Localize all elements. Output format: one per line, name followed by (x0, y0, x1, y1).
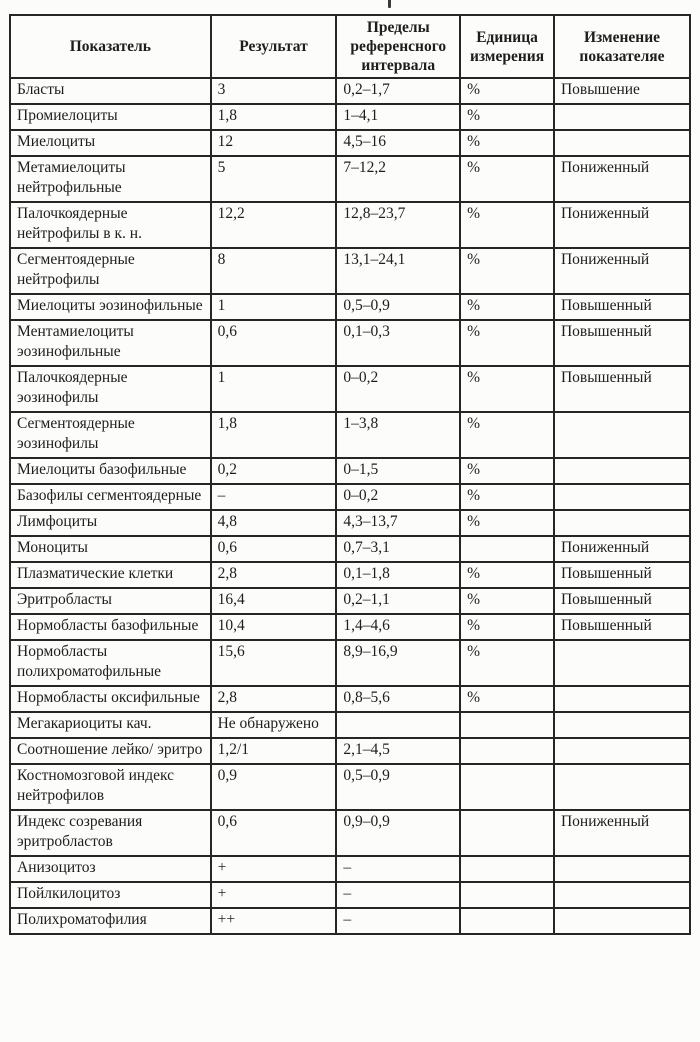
cell-indicator: Ментамиелоциты эозинофильные (10, 320, 211, 366)
cell-result: 0,6 (211, 536, 337, 562)
cell-indicator: Палочкоядерные эозинофилы (10, 366, 211, 412)
table-row (10, 712, 690, 738)
cell-result: 2,8 (211, 686, 337, 712)
cell-result: 4,8 (211, 510, 337, 536)
cell-reference: 0,7–3,1 (336, 536, 460, 562)
table-header (10, 15, 690, 78)
cell-result: 0,2 (211, 458, 337, 484)
cell-indicator: Нормобласты полихроматофильные (10, 640, 211, 686)
table-row (10, 686, 690, 712)
table-row (10, 156, 690, 202)
cell-result: 12 (211, 130, 337, 156)
cell-result: 0,6 (211, 810, 337, 856)
cell-indicator: Метамиелоциты нейтрофильные (10, 156, 211, 202)
cell-unit (460, 882, 554, 908)
table-row (10, 614, 690, 640)
cell-reference: 1–3,8 (336, 412, 460, 458)
cell-result: 1,2/1 (211, 738, 337, 764)
cell-indicator: Индекс созревания эритробластов (10, 810, 211, 856)
cell-change (554, 686, 690, 712)
table-row (10, 764, 690, 810)
cell-reference: 1,4–4,6 (336, 614, 460, 640)
cell-result: 1 (211, 366, 337, 412)
cell-unit (460, 908, 554, 934)
column-header-indicator: Показатель (10, 15, 211, 78)
cell-change (554, 130, 690, 156)
cell-result: 1,8 (211, 104, 337, 130)
table-row (10, 562, 690, 588)
table-row (10, 248, 690, 294)
cell-change (554, 484, 690, 510)
cell-reference: 7–12,2 (336, 156, 460, 202)
table-row (10, 588, 690, 614)
cell-indicator: Палочкоядерные нейтрофилы в к. н. (10, 202, 211, 248)
cell-indicator: Бласты (10, 78, 211, 104)
column-header-change: Изменение показателяе (554, 15, 690, 78)
cell-change (554, 738, 690, 764)
cell-unit: % (460, 484, 554, 510)
table-row (10, 294, 690, 320)
cell-indicator: Соотношение лейко/ эритро (10, 738, 211, 764)
cell-result: 16,4 (211, 588, 337, 614)
cell-change (554, 510, 690, 536)
cell-result: 12,2 (211, 202, 337, 248)
column-header-reference: Пределы референсного интервала (336, 15, 460, 78)
cell-reference: 0,5–0,9 (336, 764, 460, 810)
cell-unit (460, 738, 554, 764)
header-row (10, 15, 690, 78)
table-row (10, 366, 690, 412)
cell-result: ++ (211, 908, 337, 934)
cell-unit: % (460, 562, 554, 588)
table-row (10, 908, 690, 934)
cell-change: Повышенный (554, 320, 690, 366)
cell-reference: 0,2–1,7 (336, 78, 460, 104)
cell-change: Повышенный (554, 294, 690, 320)
cell-unit: % (460, 588, 554, 614)
cell-unit (460, 712, 554, 738)
cell-change: Повышенный (554, 562, 690, 588)
cell-indicator: Костномозговой индекс нейтрофилов (10, 764, 211, 810)
cell-unit (460, 810, 554, 856)
table-row (10, 738, 690, 764)
cell-change: Пониженный (554, 156, 690, 202)
cell-unit: % (460, 78, 554, 104)
cell-result: + (211, 882, 337, 908)
cell-result: 5 (211, 156, 337, 202)
cell-indicator: Эритробласты (10, 588, 211, 614)
cell-unit: % (460, 686, 554, 712)
cell-change (554, 908, 690, 934)
cell-indicator: Мегакариоциты кач. (10, 712, 211, 738)
cell-unit: % (460, 104, 554, 130)
cell-indicator: Миелоциты эозинофильные (10, 294, 211, 320)
cell-unit: % (460, 366, 554, 412)
cell-change: Пониженный (554, 202, 690, 248)
cell-change (554, 882, 690, 908)
cell-result: Не обнаружено (211, 712, 337, 738)
table-row (10, 412, 690, 458)
cell-reference: 0,5–0,9 (336, 294, 460, 320)
cell-reference: – (336, 856, 460, 882)
cell-reference: 4,3–13,7 (336, 510, 460, 536)
cell-reference: 4,5–16 (336, 130, 460, 156)
cell-indicator: Нормобласты оксифильные (10, 686, 211, 712)
cell-unit: % (460, 614, 554, 640)
table-row (10, 130, 690, 156)
cell-reference: 13,1–24,1 (336, 248, 460, 294)
cell-result: 0,9 (211, 764, 337, 810)
cell-indicator: Миелоциты базофильные (10, 458, 211, 484)
cell-reference: 0,1–0,3 (336, 320, 460, 366)
cell-reference (336, 712, 460, 738)
table-row (10, 640, 690, 686)
cell-change: Повышенный (554, 366, 690, 412)
cell-unit: % (460, 458, 554, 484)
cell-reference: 0,1–1,8 (336, 562, 460, 588)
cell-change (554, 458, 690, 484)
table-row (10, 856, 690, 882)
cell-unit (460, 536, 554, 562)
table-row (10, 510, 690, 536)
cell-result: + (211, 856, 337, 882)
lab-results-table-wrap (9, 14, 691, 935)
cell-reference: 0,9–0,9 (336, 810, 460, 856)
cropped-text-fragment (388, 0, 391, 8)
cell-unit: % (460, 202, 554, 248)
cell-unit: % (460, 510, 554, 536)
cell-result: 1,8 (211, 412, 337, 458)
cell-reference: – (336, 882, 460, 908)
cell-reference: 0,2–1,1 (336, 588, 460, 614)
cell-unit: % (460, 156, 554, 202)
cell-unit: % (460, 640, 554, 686)
cell-reference: 8,9–16,9 (336, 640, 460, 686)
table-row (10, 484, 690, 510)
cell-unit: % (460, 294, 554, 320)
cell-indicator: Базофилы сегментоядерные (10, 484, 211, 510)
cell-result: – (211, 484, 337, 510)
cell-change (554, 712, 690, 738)
cell-reference: 12,8–23,7 (336, 202, 460, 248)
table-row (10, 320, 690, 366)
cell-change: Пониженный (554, 536, 690, 562)
cell-reference: – (336, 908, 460, 934)
cell-indicator: Пойлкилоцитоз (10, 882, 211, 908)
cell-change: Повышенный (554, 614, 690, 640)
cell-change (554, 764, 690, 810)
cell-change (554, 856, 690, 882)
cell-indicator: Миелоциты (10, 130, 211, 156)
table-row (10, 536, 690, 562)
cell-result: 0,6 (211, 320, 337, 366)
cell-unit: % (460, 130, 554, 156)
cell-reference: 0–0,2 (336, 366, 460, 412)
cell-reference: 0–0,2 (336, 484, 460, 510)
cell-reference: 0–1,5 (336, 458, 460, 484)
cell-change: Повышение (554, 78, 690, 104)
cell-change (554, 640, 690, 686)
column-header-unit: Единица измерения (460, 15, 554, 78)
table-row (10, 202, 690, 248)
cell-indicator: Лимфоциты (10, 510, 211, 536)
cell-change (554, 104, 690, 130)
cell-indicator: Нормобласты базофильные (10, 614, 211, 640)
cell-reference: 1–4,1 (336, 104, 460, 130)
column-header-result: Результат (211, 15, 337, 78)
cell-indicator: Анизоцитоз (10, 856, 211, 882)
cell-result: 8 (211, 248, 337, 294)
table-row (10, 78, 690, 104)
cell-unit: % (460, 412, 554, 458)
cell-result: 15,6 (211, 640, 337, 686)
cell-unit: % (460, 320, 554, 366)
cell-indicator: Полихроматофилия (10, 908, 211, 934)
cell-change (554, 412, 690, 458)
cell-result: 1 (211, 294, 337, 320)
cell-result: 3 (211, 78, 337, 104)
cell-indicator: Сегментоядерные нейтрофилы (10, 248, 211, 294)
table-row (10, 104, 690, 130)
cell-result: 10,4 (211, 614, 337, 640)
cell-unit: % (460, 248, 554, 294)
cell-reference: 0,8–5,6 (336, 686, 460, 712)
table-row (10, 882, 690, 908)
cell-change: Пониженный (554, 248, 690, 294)
table-body (10, 78, 690, 934)
cell-indicator: Плазматические клетки (10, 562, 211, 588)
cell-change: Повышенный (554, 588, 690, 614)
cell-indicator: Промиелоциты (10, 104, 211, 130)
lab-results-table (9, 14, 691, 935)
cell-unit (460, 764, 554, 810)
cell-unit (460, 856, 554, 882)
cell-change: Пониженный (554, 810, 690, 856)
table-row (10, 458, 690, 484)
cell-indicator: Моноциты (10, 536, 211, 562)
cell-indicator: Сегментоядерные эозинофилы (10, 412, 211, 458)
cell-reference: 2,1–4,5 (336, 738, 460, 764)
table-row (10, 810, 690, 856)
cell-result: 2,8 (211, 562, 337, 588)
